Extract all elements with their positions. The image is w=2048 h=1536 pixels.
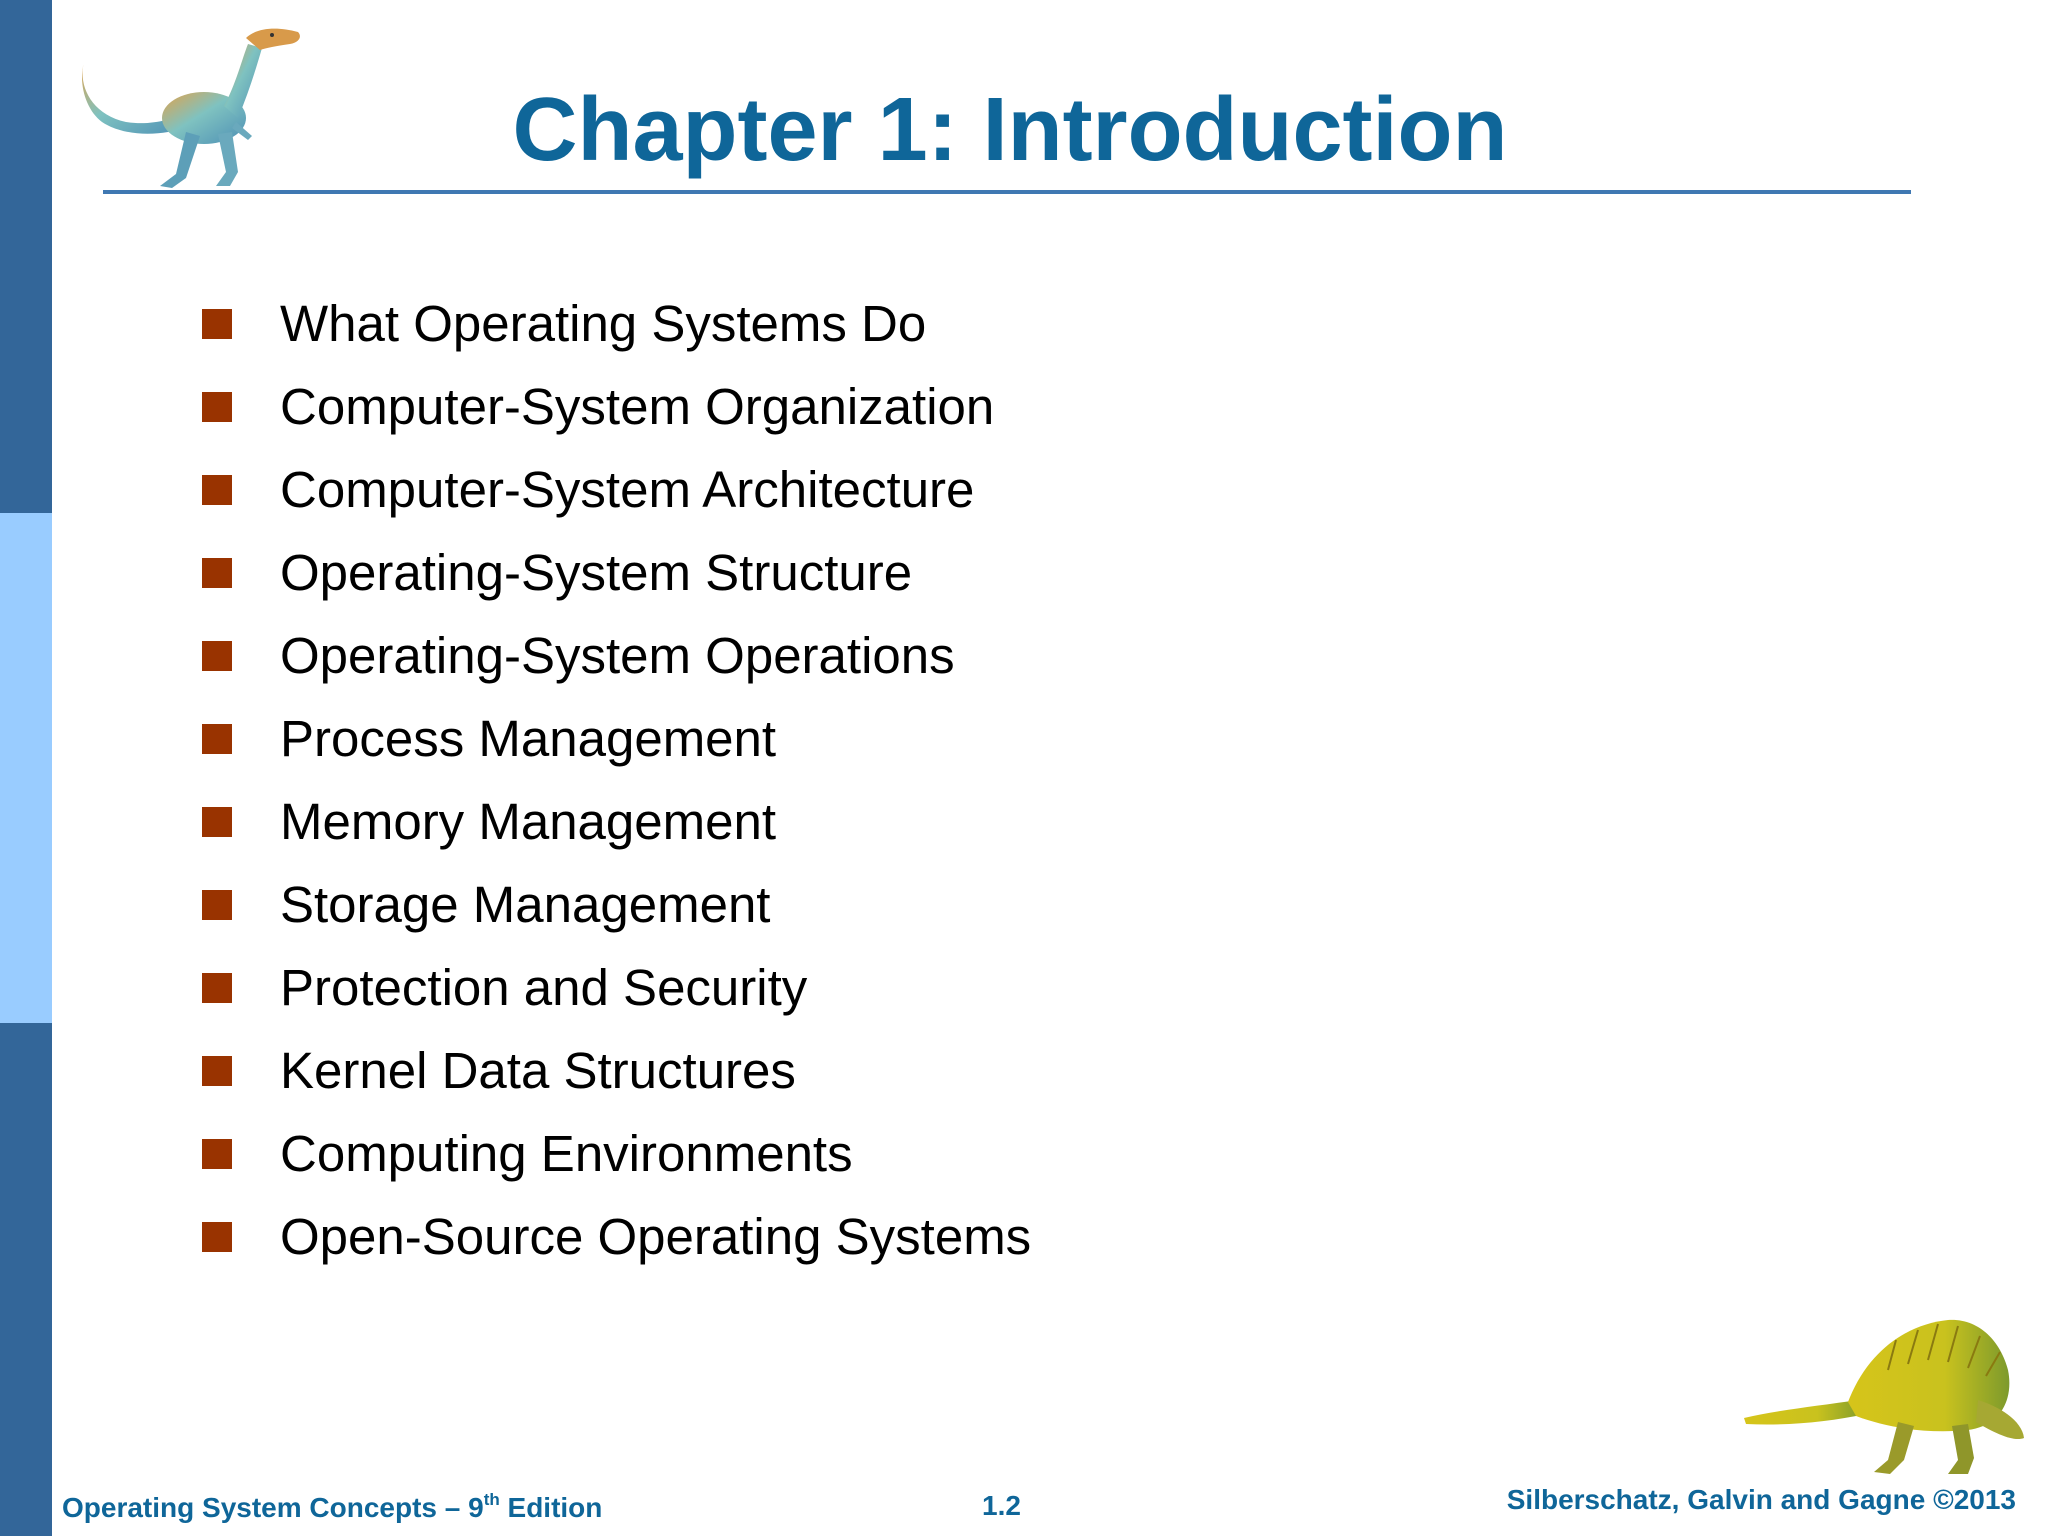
square-bullet-icon [202,1139,232,1169]
list-item [202,697,1031,780]
bullet-text: Computing Environments [280,1125,853,1182]
dinosaur-icon [1738,1310,2028,1480]
bullet-text: Operating-System Operations [280,627,955,684]
list-item [202,780,1031,863]
list-item [202,282,1031,365]
title-divider [103,190,1911,194]
square-bullet-icon [202,1056,232,1086]
footer-authors: Silberschatz, Galvin and Gagne ©2013 [1506,1484,2016,1515]
list-item [202,448,1031,531]
bullet-list [202,282,1031,1278]
bullet-text: Computer-System Architecture [280,461,975,518]
bullet-text: Open-Source Operating Systems [280,1208,1032,1265]
footer-book-suffix: Edition [499,1492,603,1523]
square-bullet-icon [202,558,232,588]
left-band-top [0,0,52,513]
square-bullet-icon [202,807,232,837]
square-bullet-icon [202,724,232,754]
list-item [202,531,1031,614]
footer-book-title [62,1490,602,1524]
bullet-text: Process Management [280,710,777,767]
list-item [202,1029,1031,1112]
bullet-text: Memory Management [280,793,777,850]
list-item [202,1112,1031,1195]
footer-book-superscript: th [483,1490,500,1509]
list-item [202,614,1031,697]
square-bullet-icon [202,392,232,422]
list-item [202,365,1031,448]
bullet-text: Storage Management [280,876,771,933]
bullet-text: What Operating Systems Do [280,295,927,352]
square-bullet-icon [202,475,232,505]
bullet-text: Operating-System Structure [280,544,913,601]
bullet-text: Protection and Security [280,959,808,1016]
square-bullet-icon [202,973,232,1003]
bullet-text: Computer-System Organization [280,378,995,435]
list-item [202,863,1031,946]
page-number: 1.2 [982,1490,1021,1521]
list-item [202,946,1031,1029]
square-bullet-icon [202,641,232,671]
square-bullet-icon [202,890,232,920]
square-bullet-icon [202,1222,232,1252]
bullet-text: Kernel Data Structures [280,1042,796,1099]
list-item [202,1195,1031,1278]
square-bullet-icon [202,309,232,339]
slide-title: Chapter 1: Introduction [512,80,1508,180]
footer-book-prefix: Operating System Concepts – 9 [62,1492,484,1523]
left-band-bottom [0,1023,52,1536]
left-band-middle [0,513,52,1023]
